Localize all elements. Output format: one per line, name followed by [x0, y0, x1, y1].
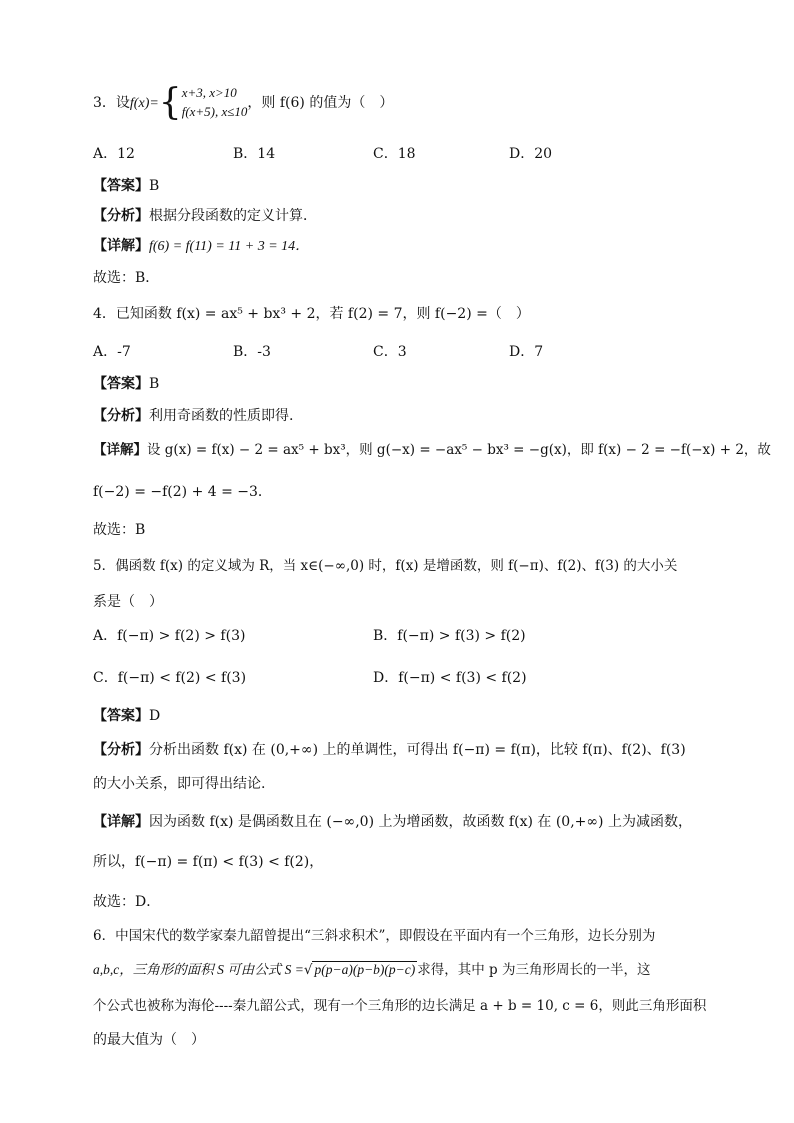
q5-answer-value: D [149, 708, 161, 724]
q4-detail [93, 440, 771, 460]
q4-detail-line1: 设 g(x) = f(x) − 2 = ax⁵ + bx³，则 g(−x) = −ax⁵ − bx³ = −g(x)，即 f(x) − 2 = −f(−x) + 2，故 [147, 442, 771, 458]
q5-analysis-label: 【分析】 [93, 742, 149, 758]
q3-detail-text: f(6) = f(11) = 11 + 3 = 14． [149, 239, 310, 254]
q3-answer [93, 176, 159, 196]
q6-line4: 的最大值为（ ） [93, 1032, 205, 1048]
q6-radical-sign: √ [303, 962, 313, 978]
q4-answer-value: B [149, 376, 160, 392]
q6-line3: 个公式也被称为海伦----秦九韶公式，现有一个三角形的边长满足 a + b = 10, c = 6，则此三角形面积 [93, 998, 707, 1014]
q4-option-c: C．3 [373, 344, 407, 360]
q3-detail [93, 236, 309, 257]
q6-sqrt [304, 960, 417, 980]
q4-answer [93, 374, 159, 394]
q4-analysis-text: 利用奇函数的性质即得. [149, 408, 294, 424]
q6-sqrt-arg: p(p−a)(p−b)(p−c) [314, 962, 416, 977]
q4-detail-label: 【详解】 [93, 442, 147, 458]
q3-option-a: A．12 [93, 146, 135, 162]
q5-option-c: C．f(−π) < f(2) < f(3) [93, 670, 247, 686]
q3-case2: f(x+5), x≤10 [181, 104, 248, 119]
q6-line2-b: 求得，其中 p 为三角形周长的一半，这 [417, 962, 651, 978]
q5-option-a: A．f(−π) > f(2) > f(3) [93, 628, 246, 644]
q5-conclusion: 故选：D． [93, 894, 161, 910]
q3-option-d: D．20 [509, 146, 553, 162]
q5-stem-line2: 系是（ ） [93, 594, 163, 610]
q4-stem: 4．已知函数 f(x) = ax⁵ + bx³ + 2，若 f(2) = 7，则 f(−2) =（ ） [93, 306, 530, 322]
q6-line2 [93, 960, 651, 980]
q3-stem [93, 80, 393, 127]
q3-analysis-label: 【分析】 [93, 208, 149, 224]
q3-brace: { [158, 82, 182, 123]
q3-stem-suffix: ，则 f(6) 的值为（ ） [247, 95, 394, 111]
q5-analysis-line2: 的大小关系，即可得出结论. [93, 776, 266, 792]
q3-detail-label: 【详解】 [93, 238, 149, 254]
q5-detail-line1: 因为函数 f(x) 是偶函数且在 (−∞,0) 上为增函数，故函数 f(x) 在 (0,+∞) 上为减函数， [149, 814, 692, 830]
q3-case1: x+3, x>10 [181, 85, 237, 100]
q3-piecewise [159, 80, 248, 126]
q6-line2-a: a,b,c，三角形的面积 S 可由公式 S = [93, 962, 304, 977]
q5-analysis [93, 740, 686, 760]
q4-detail-line2: f(−2) = −f(2) + 4 = −3． [93, 484, 272, 500]
q3-func: f(x)= [129, 96, 159, 111]
q4-option-a: A．-7 [93, 344, 131, 360]
q3-answer-label: 【答案】 [93, 178, 149, 194]
q3-analysis-text: 根据分段函数的定义计算． [149, 208, 317, 224]
q5-detail-label: 【详解】 [93, 814, 149, 830]
q4-analysis-label: 【分析】 [93, 408, 149, 424]
q6-line1: 6．中国宋代的数学家秦九韶曾提出“三斜求积术”，即假设在平面内有一个三角形，边长分别为 [93, 928, 656, 944]
q3-option-b: B．14 [233, 146, 276, 162]
q4-option-b: B．-3 [233, 344, 271, 360]
q4-conclusion: 故选：B [93, 522, 146, 538]
q3-option-c: C．18 [373, 146, 416, 162]
q5-answer-label: 【答案】 [93, 708, 149, 724]
q5-stem-line1: 5．偶函数 f(x) 的定义域为 R，当 x∈(−∞,0) 时，f(x) 是增函数，则 f(−π)、f(2)、f(3) 的大小关 [93, 558, 678, 574]
q3-analysis [93, 206, 317, 226]
q5-detail [93, 812, 692, 832]
q4-answer-label: 【答案】 [93, 376, 149, 392]
q4-option-d: D．7 [509, 344, 544, 360]
q3-stem-prefix: 3．设 [93, 95, 130, 111]
q5-option-b: B．f(−π) > f(3) > f(2) [373, 628, 526, 644]
q4-analysis [93, 406, 293, 426]
q5-answer [93, 706, 160, 726]
q5-option-d: D．f(−π) < f(3) < f(2) [373, 670, 527, 686]
q3-conclusion: 故选：B． [93, 270, 160, 286]
q3-answer-value: B [149, 178, 160, 194]
q5-detail-line2: 所以，f(−π) = f(π) < f(3) < f(2)， [93, 854, 324, 870]
q3-cases [182, 84, 248, 122]
q5-analysis-line1: 分析出函数 f(x) 在 (0,+∞) 上的单调性，可得出 f(−π) = f(π)，比较 f(π)、f(2)、f(3) [149, 742, 686, 758]
